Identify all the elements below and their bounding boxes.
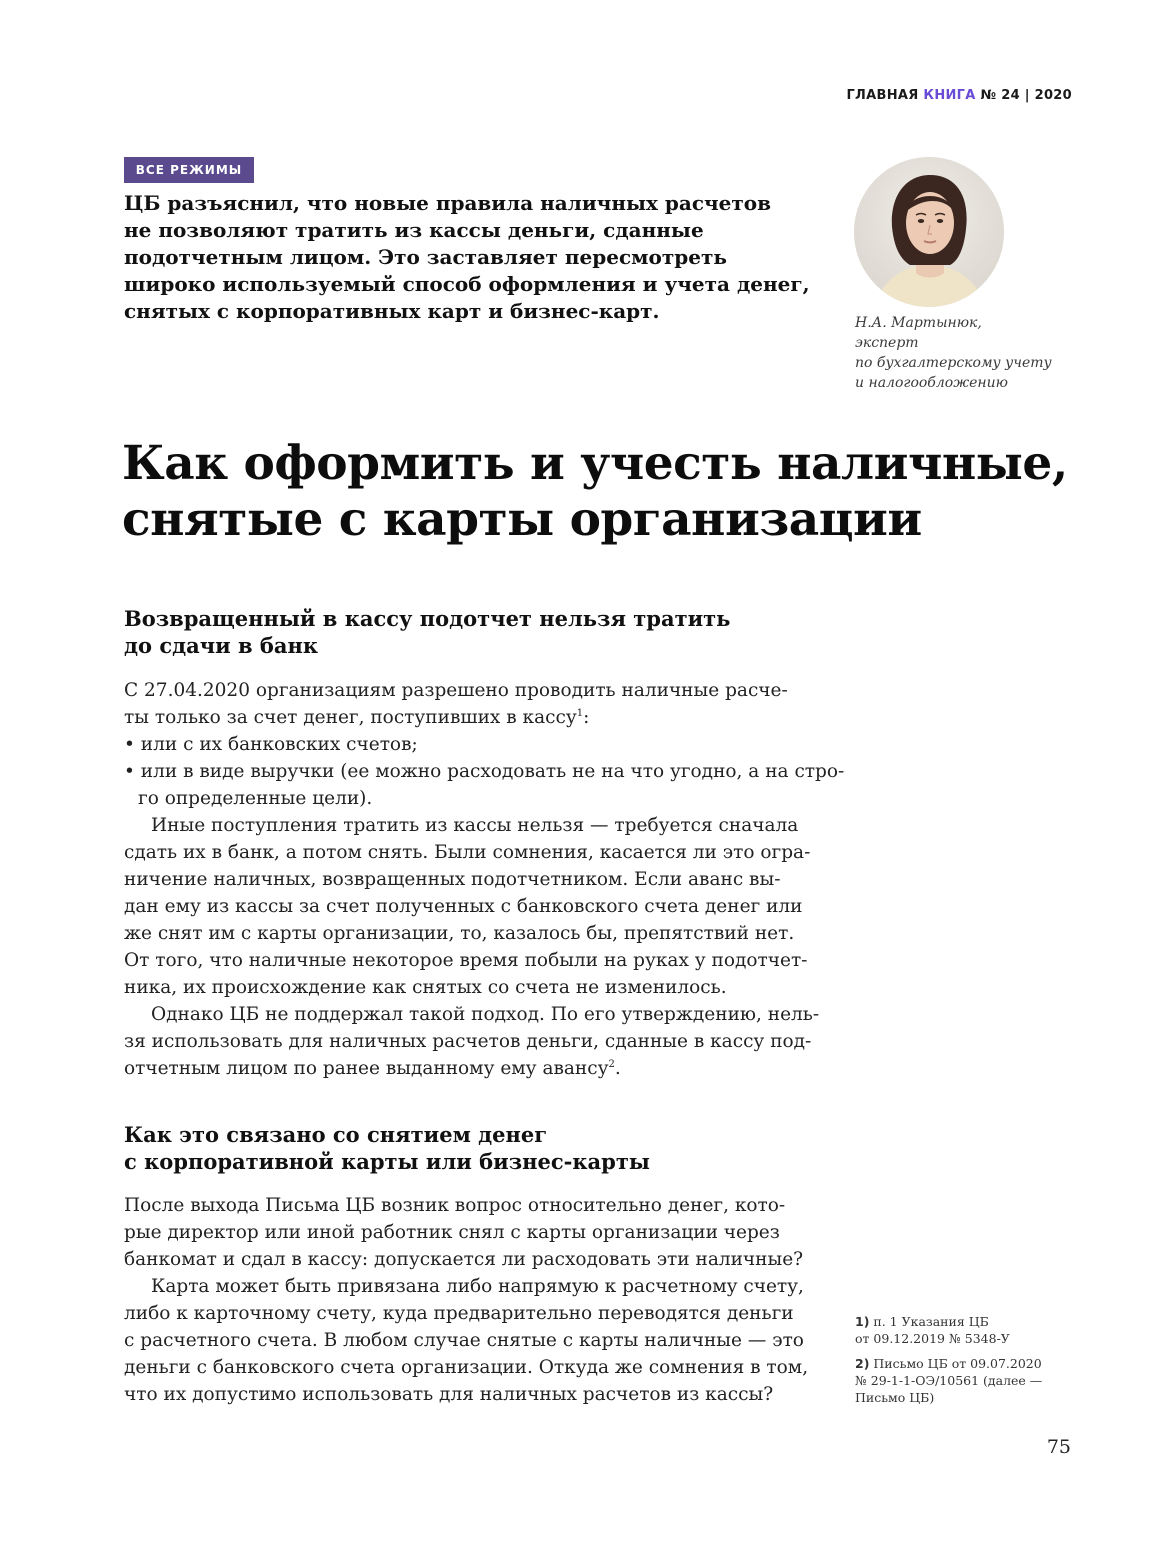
list-item: • или в виде выручки (ее можно расходовать не на что угодно, а на стро- xyxy=(124,761,845,782)
paragraph-text: . xyxy=(614,1058,621,1079)
list-item-continuation: го определенные цели). xyxy=(138,788,373,809)
paragraph-line: Иные поступления тратить из кассы нельзя — требуется сначала xyxy=(151,815,799,836)
paragraph-line: ника, их происхождение как снятых со счета не изменилось. xyxy=(124,977,727,998)
issue-number: № 24 | 2020 xyxy=(980,88,1072,103)
paragraph-line: либо к карточному счету, куда предварительно переводятся деньги xyxy=(124,1303,794,1324)
paragraph-line: С 27.04.2020 организациям разрешено проводить наличные расче- xyxy=(124,680,788,701)
list-item: • или с их банковских счетов; xyxy=(124,734,418,755)
lead-line: не позволяют тратить из кассы деньги, сданные xyxy=(124,218,704,242)
paragraph-line: зя использовать для наличных расчетов деньги, сданные в кассу под- xyxy=(124,1031,812,1052)
lead-line: широко используемый способ оформления и учета денег, xyxy=(124,272,810,296)
author-caption xyxy=(855,313,1085,393)
footnote-1 xyxy=(855,1313,1085,1347)
paragraph-line: ничение наличных, возвращенных подотчетником. Если аванс вы- xyxy=(124,869,781,890)
footnote-text: Письмо ЦБ от 09.07.2020 xyxy=(873,1356,1042,1371)
heading-line: с корпоративной карты или бизнес-карты xyxy=(124,1149,650,1174)
paragraph-line: Однако ЦБ не поддержал такой подход. По его утверждению, нель- xyxy=(151,1004,820,1025)
paragraph-line: сдать их в банк, а потом снять. Были сомнения, касается ли это огра- xyxy=(124,842,811,863)
paragraph-line: рые директор или иной работник снял с карты организации через xyxy=(124,1222,780,1243)
footnote-line: от 09.12.2019 № 5348-У xyxy=(855,1331,1010,1346)
section-heading-2 xyxy=(124,1121,814,1175)
author-role: по бухгалтерскому учету xyxy=(855,355,1052,371)
section-body-2 xyxy=(124,1192,814,1408)
lead-line: подотчетным лицом. Это заставляет пересмотреть xyxy=(124,245,727,269)
lead-paragraph xyxy=(124,190,810,325)
paragraph-line: банкомат и сдал в кассу: допускается ли расходовать эти наличные? xyxy=(124,1249,804,1270)
lead-line: снятых с корпоративных карт и бизнес-карт. xyxy=(124,299,660,323)
paragraph-line: После выхода Письма ЦБ возник вопрос относительно денег, кото- xyxy=(124,1195,786,1216)
category-tag: ВСЕ РЕЖИМЫ xyxy=(124,157,254,183)
brand-main: ГЛАВНАЯ xyxy=(846,88,919,103)
paragraph-line: деньги с банковского счета организации. Откуда же сомнения в том, xyxy=(124,1357,809,1378)
paragraph-line xyxy=(124,1055,814,1082)
footnote-line: № 29-1-1-ОЭ/10561 (далее — xyxy=(855,1373,1043,1388)
section-heading-1 xyxy=(124,605,814,659)
paragraph-line: с расчетного счета. В любом случае снятые с карты наличные — это xyxy=(124,1330,804,1351)
title-line: Как оформить и учесть наличные, xyxy=(122,436,1068,491)
paragraph-line: дан ему из кассы за счет полученных с банковского счета денег или xyxy=(124,896,803,917)
footnote-text: п. 1 Указания ЦБ xyxy=(873,1314,989,1329)
footnote-line: Письмо ЦБ) xyxy=(855,1390,935,1405)
footnote-2 xyxy=(855,1355,1085,1406)
article-title xyxy=(122,436,1082,548)
paragraph-text: : xyxy=(583,707,590,728)
page-number: 75 xyxy=(1046,1436,1071,1458)
footnote-number: 1) xyxy=(855,1314,870,1329)
paragraph-line: что их допустимо использовать для наличных расчетов из кассы? xyxy=(124,1384,774,1405)
author-role: и налогообложению xyxy=(855,375,1008,391)
author-photo-illustration xyxy=(854,157,1004,307)
footnote-line xyxy=(855,1355,1085,1372)
section-body-1 xyxy=(124,677,845,1082)
running-header xyxy=(846,88,1072,103)
paragraph-line: же снят им с карты организации, то, казалось бы, препятствий нет. xyxy=(124,923,795,944)
title-line: снятые с карты организации xyxy=(122,492,922,547)
heading-line: Возвращенный в кассу подотчет нельзя тратить xyxy=(124,606,731,631)
author-photo xyxy=(854,157,1004,307)
paragraph-line: От того, что наличные некоторое время побыли на руках у подотчет- xyxy=(124,950,808,971)
footnote-number: 2) xyxy=(855,1356,870,1371)
heading-line: до сдачи в банк xyxy=(124,633,319,658)
brand-accent: КНИГА xyxy=(923,88,976,103)
paragraph-line xyxy=(124,704,814,731)
heading-line: Как это связано со снятием денег xyxy=(124,1122,548,1147)
paragraph-text: ты только за счет денег, поступивших в кассу xyxy=(124,707,577,728)
author-name: Н.А. Мартынюк, xyxy=(855,315,982,331)
lead-line: ЦБ разъяснил, что новые правила наличных расчетов xyxy=(124,191,772,215)
paragraph-line: Карта может быть привязана либо напрямую к расчетному счету, xyxy=(151,1276,804,1297)
footnote-ref: 2 xyxy=(608,1058,615,1070)
paragraph-text: отчетным лицом по ранее выданному ему авансу xyxy=(124,1058,609,1079)
footnote-ref: 1 xyxy=(576,707,584,719)
author-role: эксперт xyxy=(855,335,919,351)
footnote-line xyxy=(855,1313,1085,1330)
